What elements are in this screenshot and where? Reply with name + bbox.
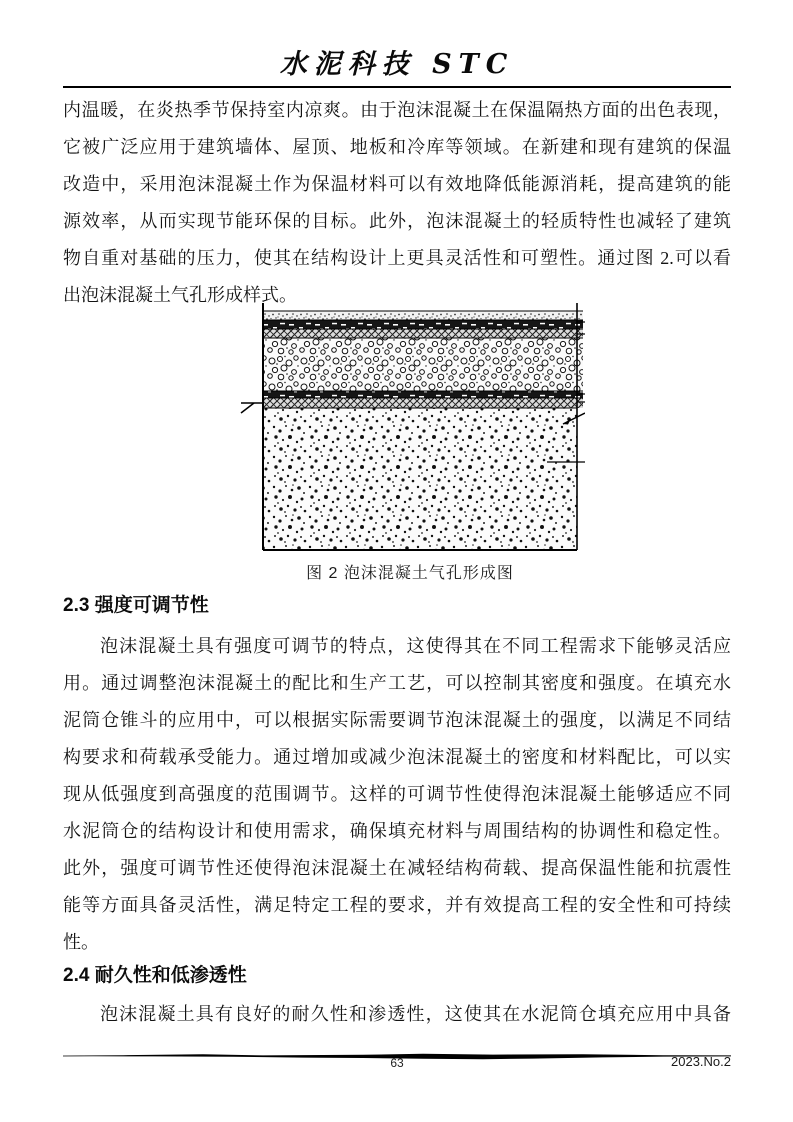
layer-hatch-lower <box>263 398 583 408</box>
section-heading-2-4: 2.4 耐久性和低渗透性 <box>63 965 247 986</box>
paragraph-2-3 <box>63 628 731 961</box>
layer-concrete-stipple <box>263 408 577 550</box>
text-line: 能等方面具备灵活性，满足特定工程的要求，并有效提高工程的安全性和可持续 <box>63 895 731 915</box>
layer-surface-stipple <box>263 311 583 320</box>
cross-section-diagram <box>235 303 585 555</box>
figure-foam-concrete-pore-diagram <box>235 303 585 555</box>
text-line: 现从低强度到高强度的范围调节。这样的可调节性使得泡沫混凝土能够适应不同 <box>63 784 731 804</box>
text-line: 性。 <box>63 932 99 952</box>
paragraph-intro <box>63 92 731 314</box>
section-heading-2-3: 2.3 强度可调节性 <box>63 595 209 616</box>
layer-foam-concrete-bubbles <box>263 338 583 391</box>
text-line: 泡沫混凝土具有良好的耐久性和渗透性，这使其在水泥筒仓填充应用中具备 <box>100 1004 731 1024</box>
layer-waterproof-dark <box>263 320 583 329</box>
text-line: 出泡沫混凝土气孔形成样式。 <box>63 285 297 305</box>
text-line: 它被广泛应用于建筑墙体、屋顶、地板和冷库等领域。在新建和现有建筑的保温 <box>63 137 731 157</box>
text-line: 此外，强度可调节性还使得泡沫混凝土在减轻结构荷载、提高保温性能和抗震性 <box>63 858 731 878</box>
text-line: 内温暖，在炎热季节保持室内凉爽。由于泡沫混凝土在保温隔热方面的出色表现， <box>63 100 731 120</box>
page-number: 63 <box>390 1056 404 1070</box>
text-line: 构要求和荷载承受能力。通过增加或减少泡沫混凝土的密度和材料配比，可以实 <box>63 747 731 767</box>
text-line: 泡沫混凝土具有强度可调节的特点，这使得其在不同工程需求下能够灵活应 <box>100 636 731 656</box>
header-rule <box>63 86 731 88</box>
text-line: 用。通过调整泡沫混凝土的配比和生产工艺，可以控制其密度和强度。在填充水 <box>63 673 731 693</box>
text-line: 源效率，从而实现节能环保的目标。此外，泡沫混凝土的轻质特性也减轻了建筑 <box>63 211 731 231</box>
text-line: 泥筒仓锥斗的应用中，可以根据实际需要调节泡沫混凝土的强度，以满足不同结 <box>63 710 731 730</box>
paragraph-2-4 <box>63 996 731 1033</box>
text-line: 水泥筒仓的结构设计和使用需求，确保填充材料与周围结构的协调性和稳定性。 <box>63 821 731 841</box>
layer-hatch-upper <box>263 329 583 338</box>
footer-rule <box>63 1048 731 1056</box>
figure-caption: 图 2 泡沫混凝土气孔形成图 <box>306 565 514 582</box>
layer-dark-lower <box>263 391 583 398</box>
text-line: 改造中，采用泡沫混凝土作为保温材料可以有效地降低能源消耗，提高建筑的能 <box>63 174 731 194</box>
issue-label: 2023.No.2 <box>671 1054 731 1069</box>
journal-header-title: 水泥科技 STC <box>279 49 515 80</box>
left-break-arrow <box>241 403 263 413</box>
text-line: 物自重对基础的压力，使其在结构设计上更具灵活性和可塑性。通过图 2.可以看 <box>63 248 731 268</box>
